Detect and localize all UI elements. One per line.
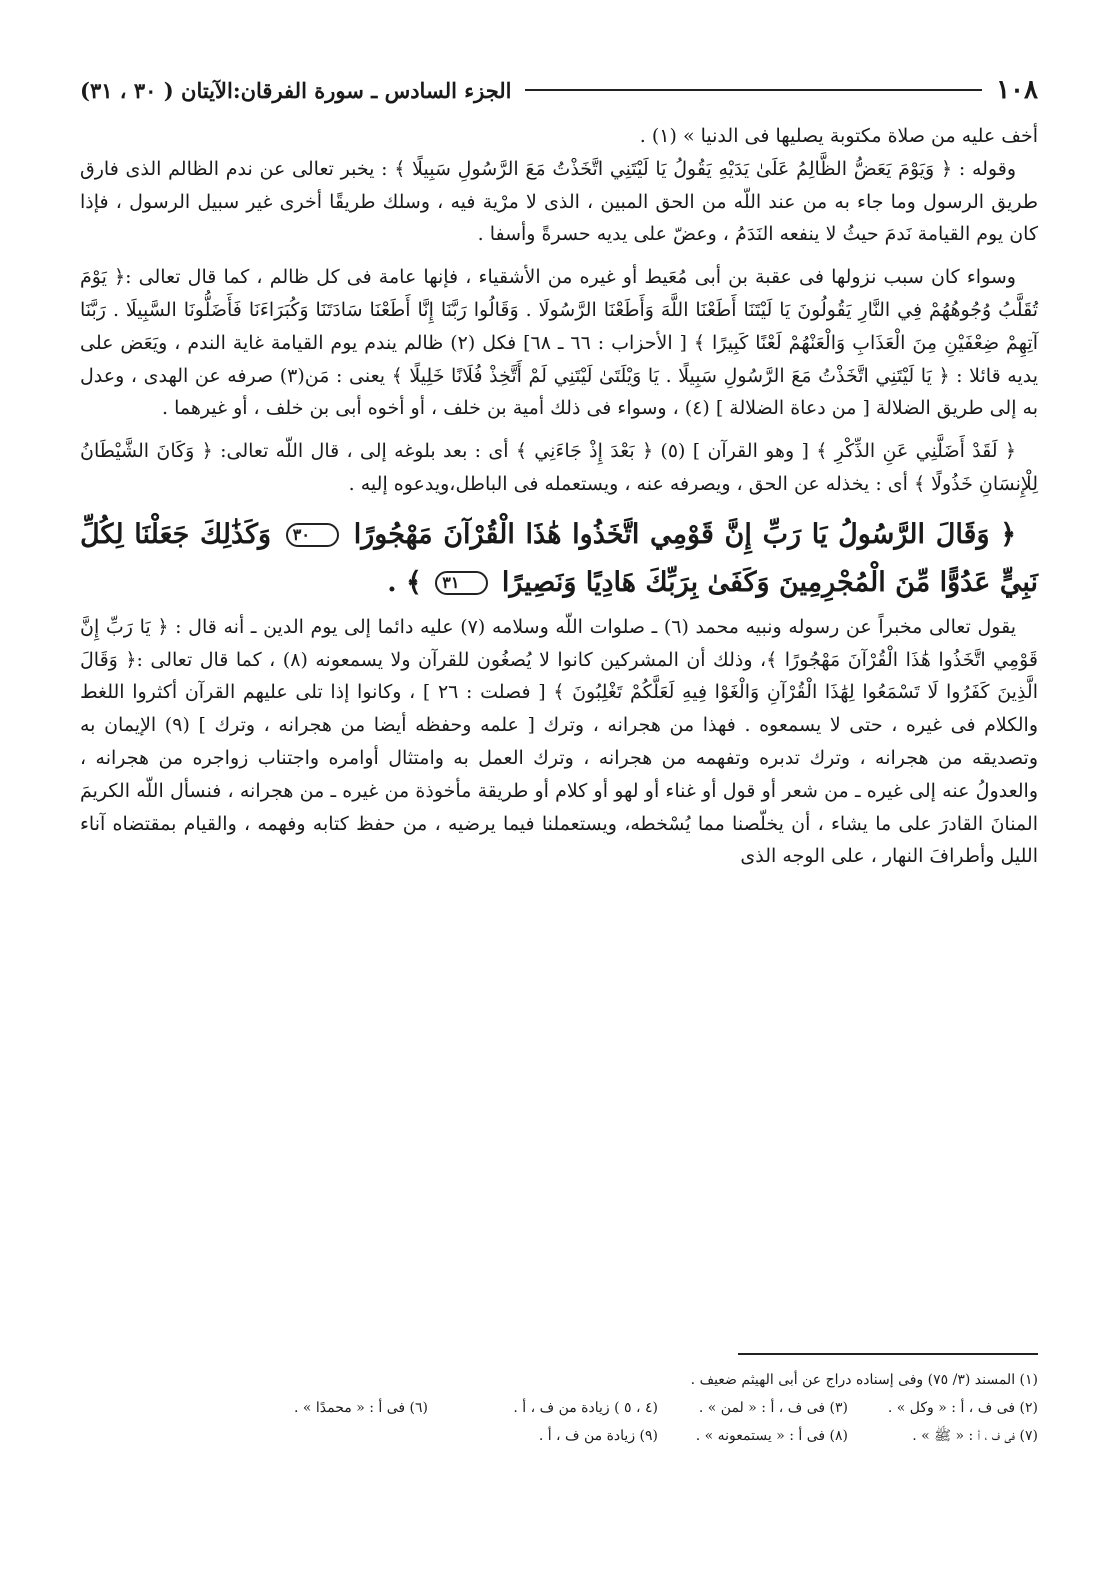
paragraph-4: ﴿ لَقَدْ أَضَلَّنِي عَنِ الذِّكْرِ ﴾ [ وهو القرآن ] (٥) ﴿ بَعْدَ إِذْ جَاءَنِي ﴾ أى : بعد بلوغه إلى ، قال اللّه تعالى: ﴿ وَكَانَ الشَّيْطَانُ لِلْإِنسَانِ خَذُولًا ﴾ أى : يخذله عن الحق ، ويصرفه عنه ، ويستعمله فى الباطل،ويدعوه إليه . (80, 440, 1038, 495)
verse-end: ﴾ . (387, 566, 422, 598)
footnote-4-5: (٤ ، ٥ ) زيادة من ف ، أ . (513, 1400, 658, 1416)
footnote-9: (٩) زيادة من ف ، أ . (538, 1428, 658, 1444)
verse-31-text: وَكَذَٰلِكَ جَعَلْنَا لِكُلِّ نَبِيٍّ عَدُوًّا مِّنَ الْمُجْرِمِينَ وَكَفَىٰ بِرَبِّكَ هَادِيًا وَنَصِيرًا (80, 518, 1038, 598)
footnote-2: (٢) فى ف ، أ : « وكل » . (887, 1400, 1038, 1416)
footnote-7: (٧) فى ف ، أ : « ﷺ » . (912, 1428, 1038, 1444)
header-ayat-ref: الآيتان ( ٣٠ ، ٣١) (80, 77, 233, 103)
page-number: ١٠٨ (996, 75, 1038, 105)
footnote-row-1 (80, 1366, 1038, 1394)
header-title: الجزء السادس ـ سورة الفرقان: (232, 77, 512, 103)
footnotes (80, 1366, 1038, 1450)
footnote-8: (٨) فى أ : « يستمعونه » . (695, 1428, 848, 1444)
paragraph-5: يقول تعالى مخبراً عن رسوله ونبيه محمد (٦) ـ صلوات اللّه وسلامه (٧) عليه دائما إلى يوم الدين ـ أنه قال : ﴿ يَا رَبِّ إِنَّ قَوْمِي اتَّخَذُوا هَٰذَا الْقُرْآنَ مَهْجُورًا ﴾، وذلك أن المشركين كانوا لا يُصغُون للقرآن ولا يسمعونه (٨) ، كما قال تعالى :﴿ وَقَالَ الَّذِينَ كَفَرُوا لَا تَسْمَعُوا لِهَٰذَا الْقُرْآنِ وَالْغَوْا فِيهِ لَعَلَّكُمْ تَغْلِبُونَ ﴾ [ فصلت : ٢٦ ] ، وكانوا إذا تلى عليهم القرآن أكثروا اللغط والكلام فى غيره ، حتى لا يسمعوه . فهذا من هجرانه ، وترك [ علمه وحفظه أيضا من هجرانه ، وترك ] (٩) الإيمان به وتصديقه من هجرانه ، وترك تدبره وتفهمه من هجرانه ، وترك العمل به وامتثال أوامره واجتناب زواجره من هجرانه ، والعدولُ عنه إلى غيره ـ من شعر أو قول أو غناء أو لهو أو كلام أو طريقة مأخوذة من غيره ـ من هجرانه ، فنسأل اللّه الكريمَ المنانَ القادرَ على ما يشاء ، أن يخلّصنا مما يُسْخطه، ويستعملنا فيما يرضيه ، من حفظ كتابه وفهمه ، والقيام بمقتضاه آناء الليل وأطرافَ النهار ، على الوجه الذى (80, 615, 1038, 868)
paragraph-1: أخف عليه من صلاة مكتوبة يصليها فى الدنيا » (١) . (639, 125, 1038, 147)
footnote-row-2 (80, 1394, 1038, 1422)
page-body (80, 120, 1038, 873)
paragraph-2: وقوله : ﴿ وَيَوْمَ يَعَضُّ الظَّالِمُ عَلَىٰ يَدَيْهِ يَقُولُ يَا لَيْتَنِي اتَّخَذْتُ مَعَ الرَّسُولِ سَبِيلًا ﴾ : يخبر تعالى عن ندم الظالم الذى فارق طريق الرسول وما جاء به من عند اللّه من الحق المبين ، الذى لا مرْية فيه ، وسلك طريقًا أخرى غير سبيل الرسول ، فإذا كان يوم القيامة نَدمَ حيثُ لا ينفعه النَدَمُ ، وعضّ على يديه حسرةً وأسفا . (80, 157, 1038, 246)
header-rule (525, 89, 982, 91)
footnote-row-3 (80, 1422, 1038, 1450)
quran-verse-block (80, 511, 1038, 607)
footnote-1: (١) المسند (٣/ ٧٥) وفى إسناده دراج عن أبى الهيثم ضعيف . (690, 1372, 1038, 1388)
paragraph-3: وسواء كان سبب نزولها فى عقبة بن أبى مُعَيط أو غيره من الأشقياء ، فإنها عامة فى كل ظالم ، كما قال تعالى :﴿ يَوْمَ تُقَلَّبُ وُجُوهُهُمْ فِي النَّارِ يَقُولُونَ يَا لَيْتَنَا أَطَعْنَا اللَّهَ وَأَطَعْنَا الرَّسُولَا . وَقَالُوا رَبَّنَا إِنَّا أَطَعْنَا سَادَتَنَا وَكُبَرَاءَنَا فَأَضَلُّونَا السَّبِيلَا . رَبَّنَا آتِهِمْ ضِعْفَيْنِ مِنَ الْعَذَابِ وَالْعَنْهُمْ لَعْنًا كَبِيرًا ﴾ [ الأحزاب : ٦٦ ـ ٦٨] فكل (٢) ظالم يندم يوم القيامة غاية الندم ، ويَعَض على يديه قائلا : ﴿ يَا لَيْتَنِي اتَّخَذْتُ مَعَ الرَّسُولِ سَبِيلًا . يَا وَيْلَتَىٰ لَيْتَنِي لَمْ أَتَّخِذْ فُلَانًا خَلِيلًا ﴾ يعنى : مَن(٣) صرفه عن الهدى ، وعدل به إلى طريق الضلالة [ من دعاة الضلالة ] (٤) ، وسواء فى ذلك أمية بن خلف ، أو أخوه أبى بن خلف ، أو غيرهما . (80, 266, 1038, 420)
verse-number-30: ٣٠ (286, 523, 339, 547)
running-header (80, 70, 1038, 110)
verse-number-31: ٣١ (435, 571, 488, 595)
footnote-rule (738, 1353, 1038, 1355)
page (80, 70, 1038, 1530)
footnote-6: (٦) فى أ : « محمدًا » . (293, 1400, 428, 1416)
footnote-3: (٣) فى ف ، أ : « لمن » . (698, 1400, 848, 1416)
verse-30-text: ﴿ وَقَالَ الرَّسُولُ يَا رَبِّ إِنَّ قَوْمِي اتَّخَذُوا هَٰذَا الْقُرْآنَ مَهْجُورًا (353, 518, 1017, 550)
